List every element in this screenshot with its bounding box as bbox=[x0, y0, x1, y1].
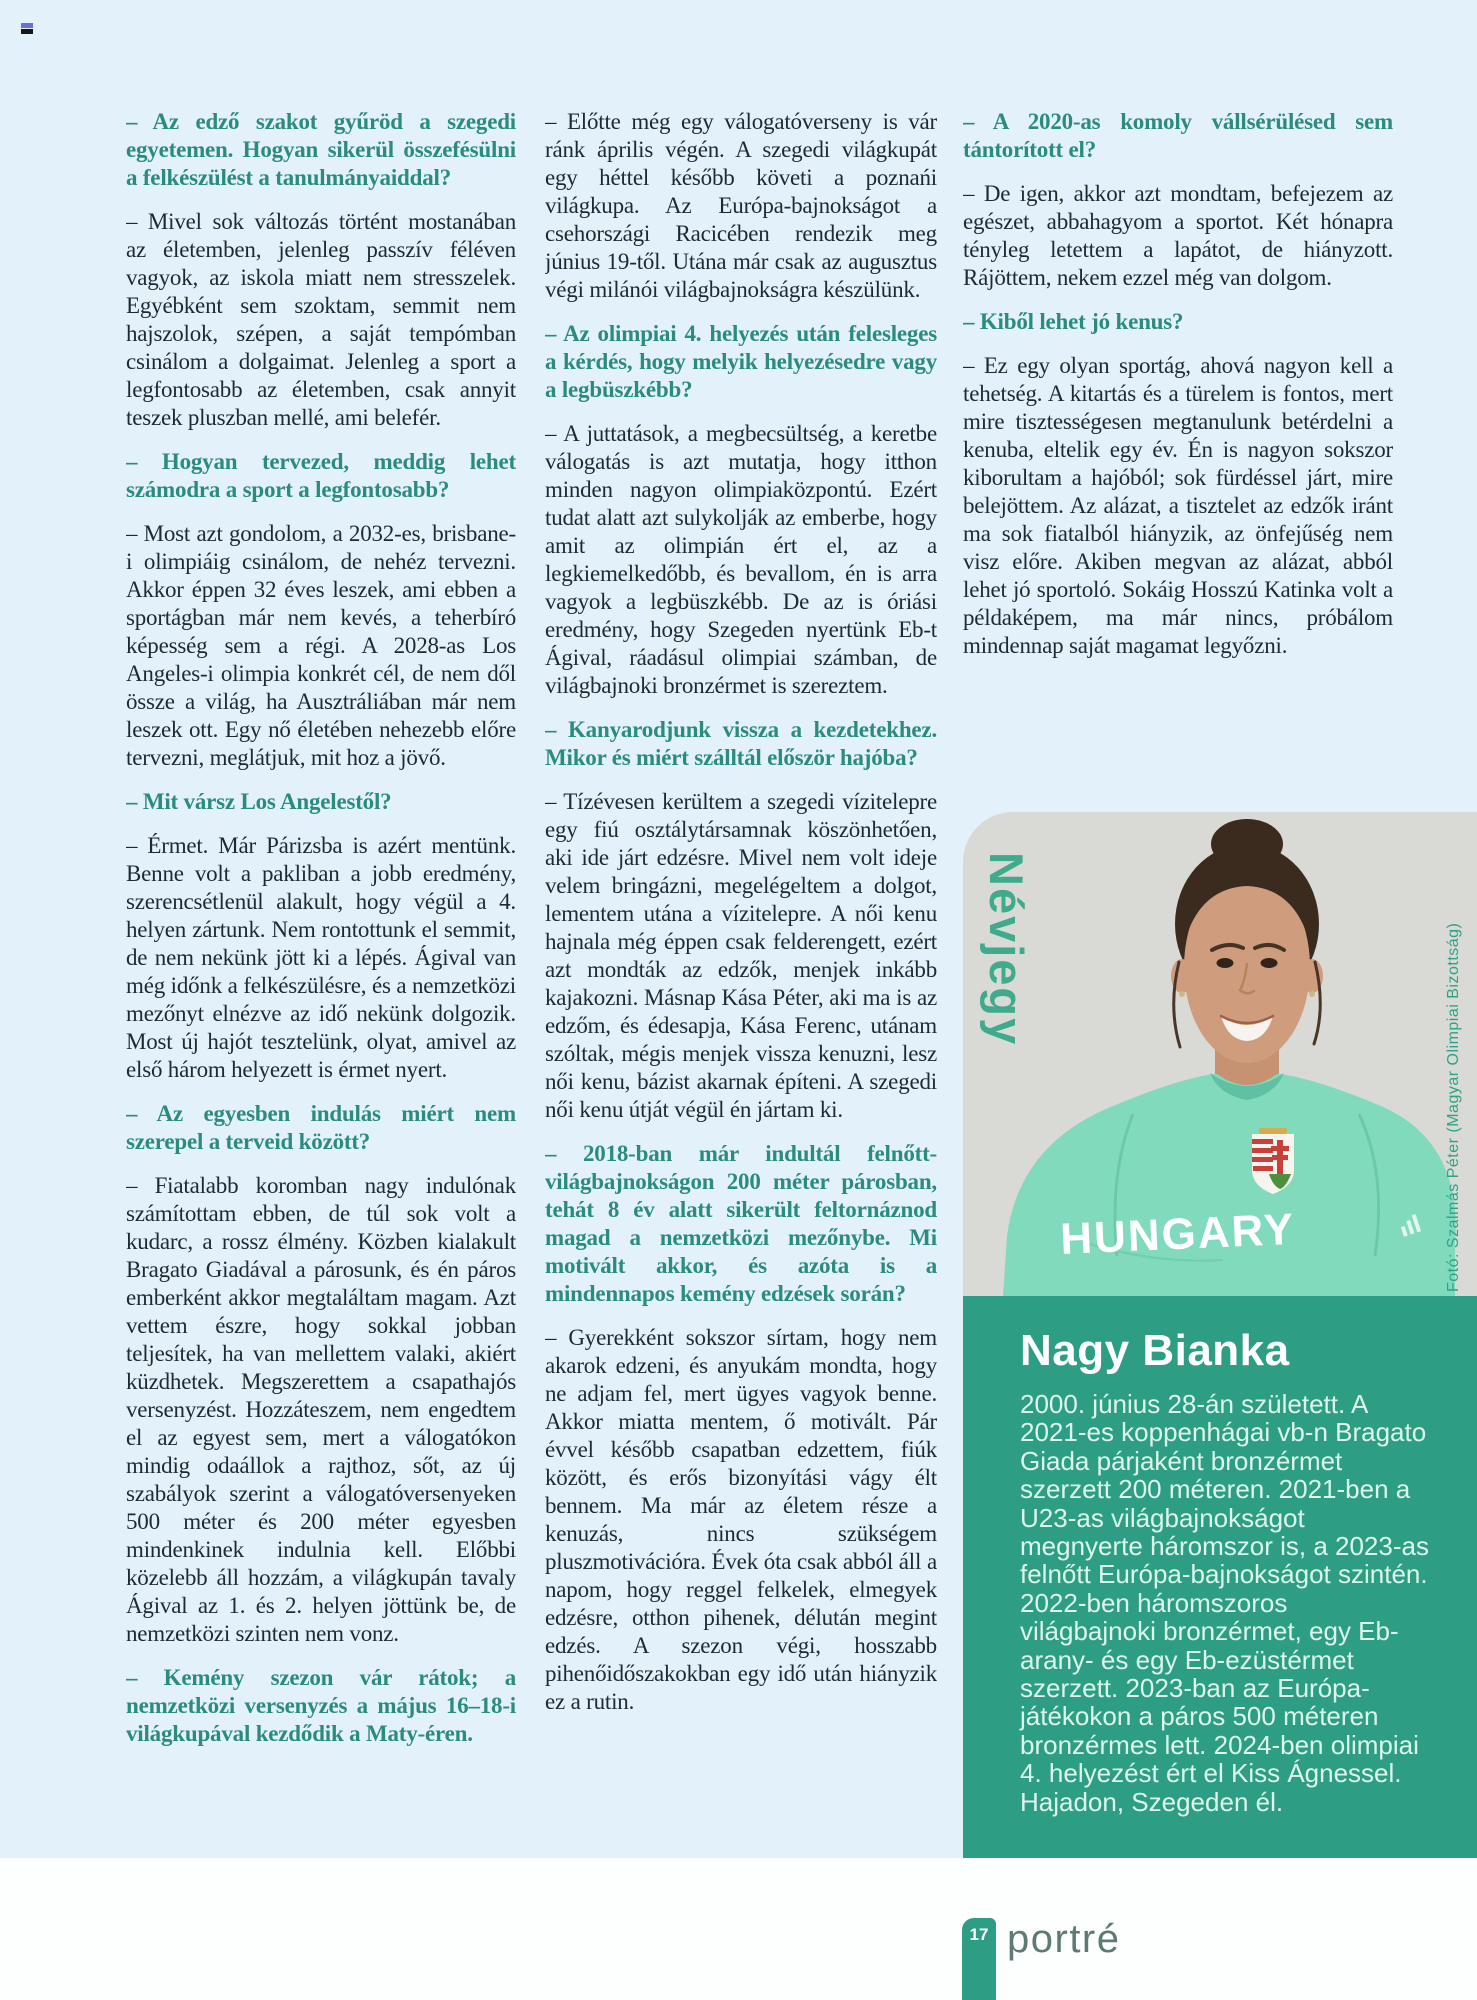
athlete-bio: 2000. június 28-án született. A 2021-es koppenhágai vb-n Bragato Giada párjaként bronzérmet szerzett 200 méteren. 2021-ben a U23-as világbajnokságot megnyerte háromszor is, a 2023-as felnőtt Európa-bajnokságot szintén. 2022-ben háromszoros világbajnoki bronzérmet, egy Eb-arany- és egy Eb-ezüstérmet szerzett. 2023-ban az Európa-játékokon a páros 500 méteren bronzérmes lett. 2024-ben olimpiai 4. helyezést ért el Kiss Ágnessel. Hajadon, Szegeden él. bbox=[1020, 1389, 1429, 1817]
section-name: portré bbox=[1007, 1917, 1121, 1961]
interview-answer: – Fiatalabb koromban nagy indulónak számítottam ebben, de túl sok volt a kudarc, a rossz élmény. Közben kialakult Bragato Giadával a párosunk, és én páros emberként akkor megtaláltam magam. Azt vettem észre, hogy sokkal jobban teljesítek, ha van mellettem valaki, akiért küzdhetek. Megszerettem a csapathajós versenyzést. Hozzáteszem, nem engedtem el az egyest sem, mert a válogatókon mindig odaállok a rajthoz, sőt, az új szabályok szerint a válogatóversenyeken 500 méter és 200 méter egyesben mindenkinek indulnia kell. Előbbi közelebb áll hozzám, a világkupán tavaly Ágival az 1. és 2. helyen jöttünk be, de nemzetközi szinten nem vonz. bbox=[126, 1173, 516, 1646]
interview-question: – Kemény szezon vár rátok; a nemzetközi versenyzés a május 16–18-i világkupával kezdődik a Maty-éren. bbox=[126, 1665, 516, 1746]
interview-column-1 bbox=[126, 108, 516, 1850]
interview-question: – Hogyan tervezed, meddig lehet számodra a sport a legfontosabb? bbox=[126, 449, 516, 502]
interview-question: – Kanyarodjunk vissza a kezdetekhez. Mikor és miért szálltál először hajóba? bbox=[545, 717, 937, 770]
athlete-photo-card bbox=[963, 812, 1477, 1296]
print-registration-mark bbox=[21, 23, 33, 34]
interview-answer: – Tízévesen kerültem a szegedi vízitelepre egy fiú osztálytársamnak köszönhetően, aki ide járt edzésre. Mivel nem volt ideje velem bringázni, megelégeltem a dolgot, lementem utána a vízitelepre. A női kenu hajnala még éppen csak felderengett, ezért azt mondták az edzők, menjek inkább kajakozni. Másnap Kása Péter, aki ma is az edzőm, és édesapja, Kása Ferenc, utánam szóltak, mégis menjek vissza kenuzni, lesz női kenu, bázist akarnak építeni. A szegedi női kenu útját végül én jártam ki. bbox=[545, 789, 937, 1122]
page-number: 17 bbox=[969, 1925, 989, 1944]
athlete-portrait bbox=[963, 812, 1477, 1296]
interview-answer: – Előtte még egy válogatóverseny is vár ránk április végén. A szegedi világkupát egy héttel később követi a poznańi világkupa. Az Európa-bajnokságot a csehországi Racicében rendezik meg június 19-től. Utána már csak az augusztus végi milánói világbajnokságra készülünk. bbox=[545, 109, 937, 302]
interview-question: – A 2020-as komoly vállsérülésed sem tántorított el? bbox=[963, 109, 1393, 162]
interview-question: – 2018-ban már indultál felnőtt-világbajnokságon 200 méter párosban, tehát 8 év alatt sikerült feltornáznod magad a nemzetközi mezőnybe. Mi motivált akkor, és azóta is a mindennapos kemény edzések során? bbox=[545, 1141, 937, 1306]
interview-answer: – Érmet. Már Párizsba is azért mentünk. Benne volt a pakliban a jobb eredmény, szerencsétlenül alakult, hogy végül a 4. helyen zártunk. Nem rontottunk el semmit, de nem nekünk jött ki a lépés. Ágival van még időnk a felkészülésre, és a nemzetközi mezőnyt elnézve az idő nekünk dolgozik. Most új hajót tesztelünk, olyat, amivel az első három helyezett is érmet nyert. bbox=[126, 833, 516, 1082]
hungarian-coat-of-arms bbox=[1252, 1128, 1294, 1194]
athlete-name: Nagy Bianka bbox=[1020, 1326, 1290, 1375]
earring-right bbox=[1309, 991, 1315, 997]
page-number-tab bbox=[962, 1918, 996, 2000]
interview-question: – Mit vársz Los Angelestől? bbox=[126, 789, 392, 814]
earring-left bbox=[1179, 991, 1185, 997]
interview-answer: – De igen, akkor azt mondtam, befejezem az egészet, abbahagyom a sportot. Két hónapra tényleg letettem a lapátot, de hiányzott. Rájöttem, nekem ezzel még van dolgom. bbox=[963, 181, 1393, 290]
interview-answer: – A juttatások, a megbecsültség, a keretbe válogatás is azt mutatja, hogy itthon minden nagyon olimpiaközpontú. Ezért tudat alatt azt sulykolják az emberbe, hogy amit az olimpián ért el, az a legkiemelkedőbb, és bevallom, én is arra vagyok a legbüszkébb. De az is óriási eredmény, hogy Szegeden nyertünk Eb-t Ágival, ráadásul olimpiai számban, de világbajnoki bronzérmet is szereztem. bbox=[545, 421, 937, 698]
interview-answer: – Most azt gondolom, a 2032-es, brisbane-i olimpiáig csinálom, de nehéz tervezni. Akkor éppen 32 éves leszek, ami ebben a sportágban már nem kevés, a teherbíró képesség sem a régi. A 2028-as Los Angeles-i olimpia konkrét cél, de nem dől össze a világ, ha Ausztráliában már nem leszek ott. Egy nő életében nehezebb előre tervezni, meglátjuk, mit hoz a jövő. bbox=[126, 521, 516, 770]
interview-answer: – Ez egy olyan sportág, ahová nagyon kell a tehetség. A kitartás és a türelem is fontos, mert mire tisztességesen megtanulunk betérdelni a kenuba, eltelik egy év. Én is nagyon sokszor kiborultam a hajóból; sok fürdéssel járt, mire belejöttem. Az alázat, a tisztelet az edzők iránt ma sok fiatalból hiányzik, az önfejűség nem visz előre. Akiben megvan az alázat, abból lehet jó sportoló. Sokáig Hosszú Katinka volt a példaképem, ma már nincs, próbálom mindennap saját magamat legyőzni. bbox=[963, 353, 1393, 658]
shirt-text: HUNGARY bbox=[1059, 1204, 1297, 1264]
interview-question: – Kiből lehet jó kenus? bbox=[963, 309, 1184, 334]
nevjegy-vertical-label: Névjegy bbox=[980, 852, 1033, 1047]
interview-question: – Az edző szakot gyűröd a szegedi egyetemen. Hogyan sikerül összefésülni a felkészülést a tanulmányaiddal? bbox=[126, 109, 516, 190]
interview-column-2 bbox=[545, 108, 937, 1850]
interview-answer: – Mivel sok változás történt mostanában az életemben, jelenleg passzív féléven vagyok, az iskola miatt nem stresszelek. Egyébként sem szoktam, semmit nem hajszolok, szépen, a saját tempómban csinálom a dolgaimat. Jelenleg a sport a legfontosabb az életemben, csak annyit teszek pluszban mellé, ami belefér. bbox=[126, 209, 516, 430]
interview-question: – Az olimpiai 4. helyezés után felesleges a kérdés, hogy melyik helyezésedre vagy a legbüszkébb? bbox=[545, 321, 937, 402]
interview-answer: – Gyerekként sokszor sírtam, hogy nem akarok edzeni, és anyukám mondta, hogy ne adjam fel, mert ügyes vagyok benne. Akkor miatta mentem, ő motivált. Pár évvel később csapatban edzettem, fiúk között, és erős bizonyítási vágy élt bennem. Ma már az életem része a kenuzás, nincs szükségem pluszmotivációra. Évek óta csak abból áll a napom, hogy reggel felkelek, elmegyek edzésre, otthon pihenek, délután megint edzés. A szezon végi, hosszabb pihenőidőszakokban egy idő után hiányzik ez a rutin. bbox=[545, 1325, 937, 1714]
photo-credit: Fotó: Szalmás Péter (Magyar Olimpiai Bizottság) bbox=[1445, 922, 1462, 1292]
athlete-info-card bbox=[963, 1296, 1477, 1858]
interview-column-3 bbox=[963, 108, 1393, 808]
interview-question: – Az egyesben indulás miért nem szerepel a terveid között? bbox=[126, 1101, 516, 1154]
